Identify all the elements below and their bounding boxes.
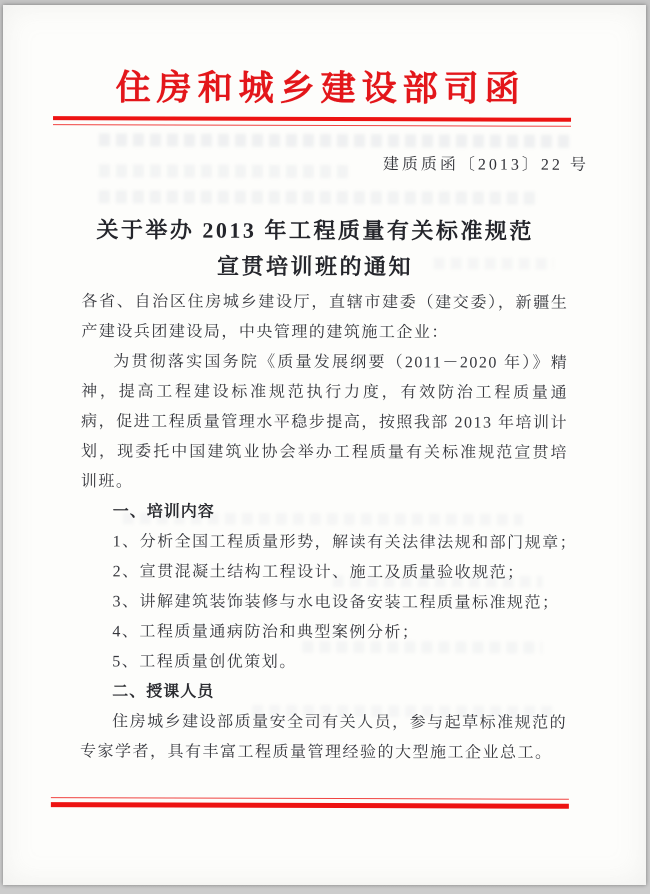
training-item-1: 1、分析全国工程质量形势，解读有关法律法规和部门规章；	[112, 533, 578, 552]
section-heading-lecturers: 二、授课人员	[112, 683, 215, 701]
letterhead-title: 住房和城乡建设部司函	[115, 68, 526, 109]
document-body	[80, 287, 578, 769]
training-item-5: 5、工程质量创优策划。	[112, 653, 297, 671]
bleed-through-mark	[99, 133, 569, 147]
salutation: 各省、自治区住房城乡建设厅，直辖市建委（建交委），新疆生产建设兵团建设局，中央管理的建筑施工企业：	[81, 293, 569, 342]
lecturers-paragraph: 住房城乡建设部质量安全司有关人员，参与起草标准规范的专家学者，具有丰富工程质量管理经验的大型施工企业总工。	[80, 713, 568, 762]
section-heading-training-content: 一、培训内容	[112, 503, 215, 521]
document-title-line2: 宣贯培训班的通知	[217, 253, 414, 280]
footer-rule-thin	[51, 797, 569, 800]
document-title	[44, 212, 587, 286]
document-page	[3, 5, 646, 885]
bleed-through-mark	[99, 190, 539, 204]
training-item-2: 2、宣贯混凝土结构工程设计、施工及质量验收规范；	[112, 563, 525, 582]
document-title-line1: 关于举办 2013 年工程质量有关标准规范	[96, 217, 534, 244]
page-content	[2, 4, 648, 886]
bleed-through-mark	[99, 164, 349, 178]
opening-paragraph: 为贯彻落实国务院《质量发展纲要（2011－2020 年）》精神，提高工程建设标准规范执行力度，有效防治工程质量通病，促进工程质量管理水平稳步提高，按照我部 2013 年培训计划，现委托中国建筑业协会举办工程质量有关标准规范宣贯培训班。	[80, 353, 569, 491]
footer-rule-thick	[51, 802, 569, 809]
training-item-3: 3、讲解建筑装饰装修与水电设备安装工程质量标准规范；	[112, 593, 560, 612]
training-item-4: 4、工程质量通病防治和典型案例分析；	[112, 623, 420, 642]
header-rule-thin	[53, 124, 571, 127]
document-number: 建质质函〔2013〕22 号	[382, 156, 589, 174]
header-rule-thick	[53, 116, 571, 122]
